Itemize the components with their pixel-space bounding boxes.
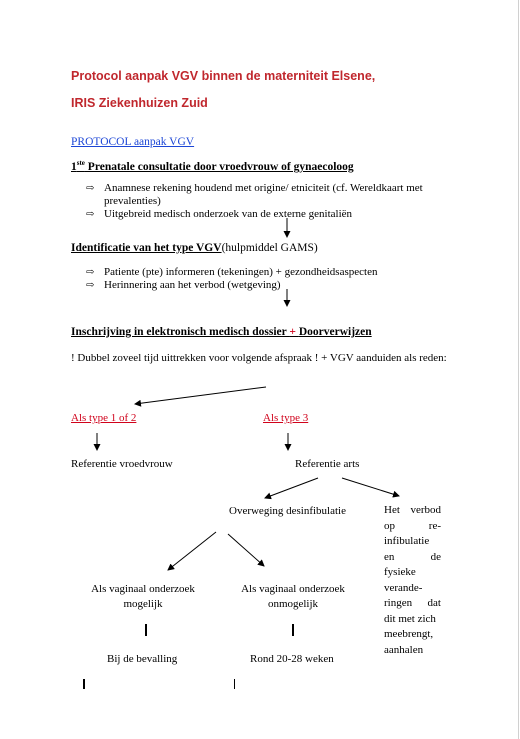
- note-word: dat: [427, 597, 441, 609]
- note-word: de: [430, 550, 441, 563]
- heading-text: Prenatale consultatie door vroedvrouw of gynaecoloog: [84, 160, 354, 173]
- connector-bar: [83, 679, 85, 689]
- type-3-label: Als type 3: [263, 412, 309, 424]
- list-item-text: Uitgebreid medisch onderzoek van de externe genitaliën: [104, 208, 353, 220]
- note-line: [384, 627, 441, 643]
- vaginaal-mogelijk: [82, 582, 204, 612]
- note-line: [384, 519, 441, 535]
- right-arrow-outline-icon: ⇨: [86, 209, 95, 220]
- note-word: infibulatie: [384, 535, 430, 547]
- heading-text-part1: Inschrijving in elektronisch medisch dossier: [71, 326, 290, 338]
- note-line: [384, 503, 441, 519]
- note-line: [384, 565, 441, 581]
- note-word: fysieke: [384, 566, 416, 578]
- note-line: [384, 534, 441, 550]
- protocol-link[interactable]: PROTOCOL aanpak VGV: [71, 136, 195, 148]
- note-word: ringen: [384, 597, 413, 609]
- note-line: [384, 596, 441, 612]
- document-subtitle: IRIS Ziekenhuizen Zuid: [71, 96, 208, 110]
- note-line: [384, 643, 441, 659]
- referentie-vroedvrouw: Referentie vroedvrouw: [71, 458, 173, 470]
- right-arrow-outline-icon: ⇨: [86, 267, 95, 278]
- right-arrow-outline-icon: ⇨: [86, 183, 95, 194]
- rond-20-28-weken: Rond 20-28 weken: [250, 653, 334, 665]
- arrow-left: [135, 387, 266, 404]
- arrow-down-left: [265, 478, 318, 498]
- instruction-paragraph: ! Dubbel zoveel tijd uittrekken voor volgende afspraak ! + VGV aanduiden als reden:: [71, 352, 447, 364]
- note-word: re-: [428, 519, 441, 532]
- list-item-text: Herinnering aan het verbod (wetgeving): [104, 279, 281, 291]
- referentie-arts: Referentie arts: [295, 458, 360, 470]
- right-arrow-outline-icon: ⇨: [86, 280, 95, 291]
- note-word: Het: [384, 504, 400, 516]
- connector-bar: [292, 624, 294, 636]
- type-1-2-label: Als type 1 of 2: [71, 412, 137, 424]
- heading-text: Identificatie van het type VGV: [71, 242, 222, 254]
- note-word: verbod: [410, 504, 441, 516]
- note-word: op: [384, 519, 395, 532]
- heading-number: 1: [71, 160, 77, 173]
- note-line: [384, 612, 441, 628]
- vaginaal-onmogelijk-line2: onmogelijk: [267, 598, 319, 610]
- list-item-text: Patiente (pte) informeren (tekeningen) + gezondheidsaspecten: [104, 266, 378, 278]
- note-line: [384, 550, 441, 566]
- vaginaal-onmogelijk-line1: Als vaginaal onderzoek: [241, 583, 345, 595]
- vaginaal-mogelijk-line2: mogelijk: [123, 598, 163, 610]
- connector-bar: [145, 624, 147, 636]
- heading-text-part2: Doorverwijzen: [298, 326, 372, 338]
- note-word: en: [384, 550, 395, 563]
- heading-superscript: ste: [76, 159, 85, 167]
- connector-bar: [234, 679, 235, 689]
- note-word: verande-: [384, 581, 423, 594]
- note-word: meebrengt,: [384, 628, 434, 640]
- note-line: [384, 581, 441, 597]
- vaginaal-onmogelijk: [232, 582, 354, 612]
- note-word: dit met zich: [384, 612, 436, 625]
- vaginaal-mogelijk-line1: Als vaginaal onderzoek: [91, 583, 195, 595]
- list-item-text: Anamnese rekening houdend met origine/ etniciteit (cf. Wereldkaart met prevalenties): [104, 182, 423, 207]
- arrow-down-right: [228, 534, 264, 566]
- document-title: Protocol aanpak VGV binnen de materniteit Elsene,: [71, 69, 376, 83]
- heading-suffix: (hulpmiddel GAMS): [221, 242, 318, 254]
- overweging-desinfibulatie: Overweging desinfibulatie: [229, 505, 346, 517]
- arrow-down-right: [342, 478, 399, 496]
- arrow-down-left: [168, 532, 216, 570]
- note-word: aanhalen: [384, 643, 424, 656]
- verbod-note: [384, 503, 441, 658]
- bij-de-bevalling: Bij de bevalling: [107, 653, 178, 665]
- heading-plus: +: [289, 326, 299, 338]
